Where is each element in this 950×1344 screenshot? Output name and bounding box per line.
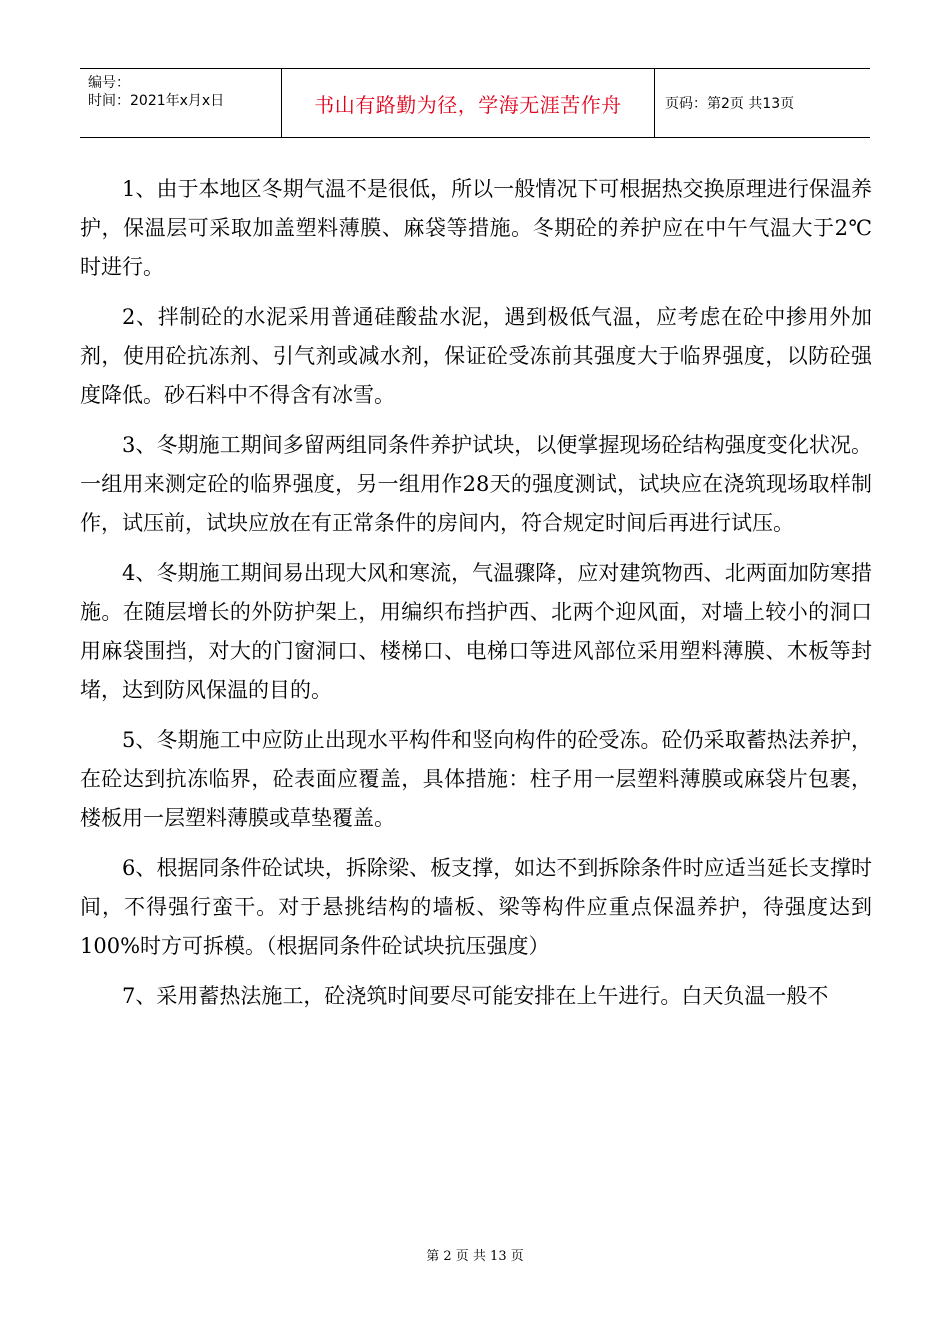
paragraph-6: 6、根据同条件砼试块，拆除梁、板支撑，如达不到拆除条件时应适当延长支撑时间，不得强行蛮干。对于悬挑结构的墙板、梁等构件应重点保温养护，待强度达到100%时方可拆模。（根据同条件砼试块抗压强度）: [80, 856, 872, 958]
document-body: [80, 170, 872, 1027]
header-motto: 书山有路勤为径，学海无涯苦作舟: [282, 69, 655, 137]
document-time-label: 时间：2021年x月x日: [88, 93, 225, 109]
paragraph-5: 5、冬期施工中应防止出现水平构件和竖向构件的砼受冻。砼仍采取蓄热法养护，在砼达到抗冻临界，砼表面应覆盖，具体措施：柱子用一层塑料薄膜或麻袋片包裹，楼板用一层塑料薄膜或草垫覆盖。: [80, 728, 872, 830]
page-header: [80, 68, 870, 138]
header-page-info: 页码：第2页 共13页: [665, 96, 795, 112]
paragraph-3: 3、冬期施工期间多留两组同条件养护试块，以便掌握现场砼结构强度变化状况。一组用来测定砼的临界强度，另一组用作28天的强度测试，试块应在浇筑现场取样制作，试压前，试块应放在有正常条件的房间内，符合规定时间后再进行试压。: [80, 433, 872, 535]
paragraph-4: 4、冬期施工期间易出现大风和寒流，气温骤降，应对建筑物西、北两面加防寒措施。在随层增长的外防护架上，用编织布挡护西、北两个迎风面，对墙上较小的洞口用麻袋围挡，对大的门窗洞口、楼梯口、电梯口等进风部位采用塑料薄膜、木板等封堵，达到防风保温的目的。: [80, 561, 872, 702]
document-number-label: 编号：: [88, 75, 130, 91]
page-footer: 第 2 页 共 13 页: [426, 1249, 524, 1264]
paragraph-7: 7、采用蓄热法施工，砼浇筑时间要尽可能安排在上午进行。白天负温一般不: [122, 984, 829, 1008]
paragraph-2: 2、拌制砼的水泥采用普通硅酸盐水泥，遇到极低气温，应考虑在砼中掺用外加剂，使用砼抗冻剂、引气剂或减水剂，保证砼受冻前其强度大于临界强度，以防砼强度降低。砂石料中不得含有冰雪。: [80, 305, 872, 407]
header-meta-cell: [80, 69, 282, 137]
paragraph-1: 1、由于本地区冬期气温不是很低，所以一般情况下可根据热交换原理进行保温养护，保温层可采取加盖塑料薄膜、麻袋等措施。冬期砼的养护应在中午气温大于2℃时进行。: [80, 177, 872, 279]
